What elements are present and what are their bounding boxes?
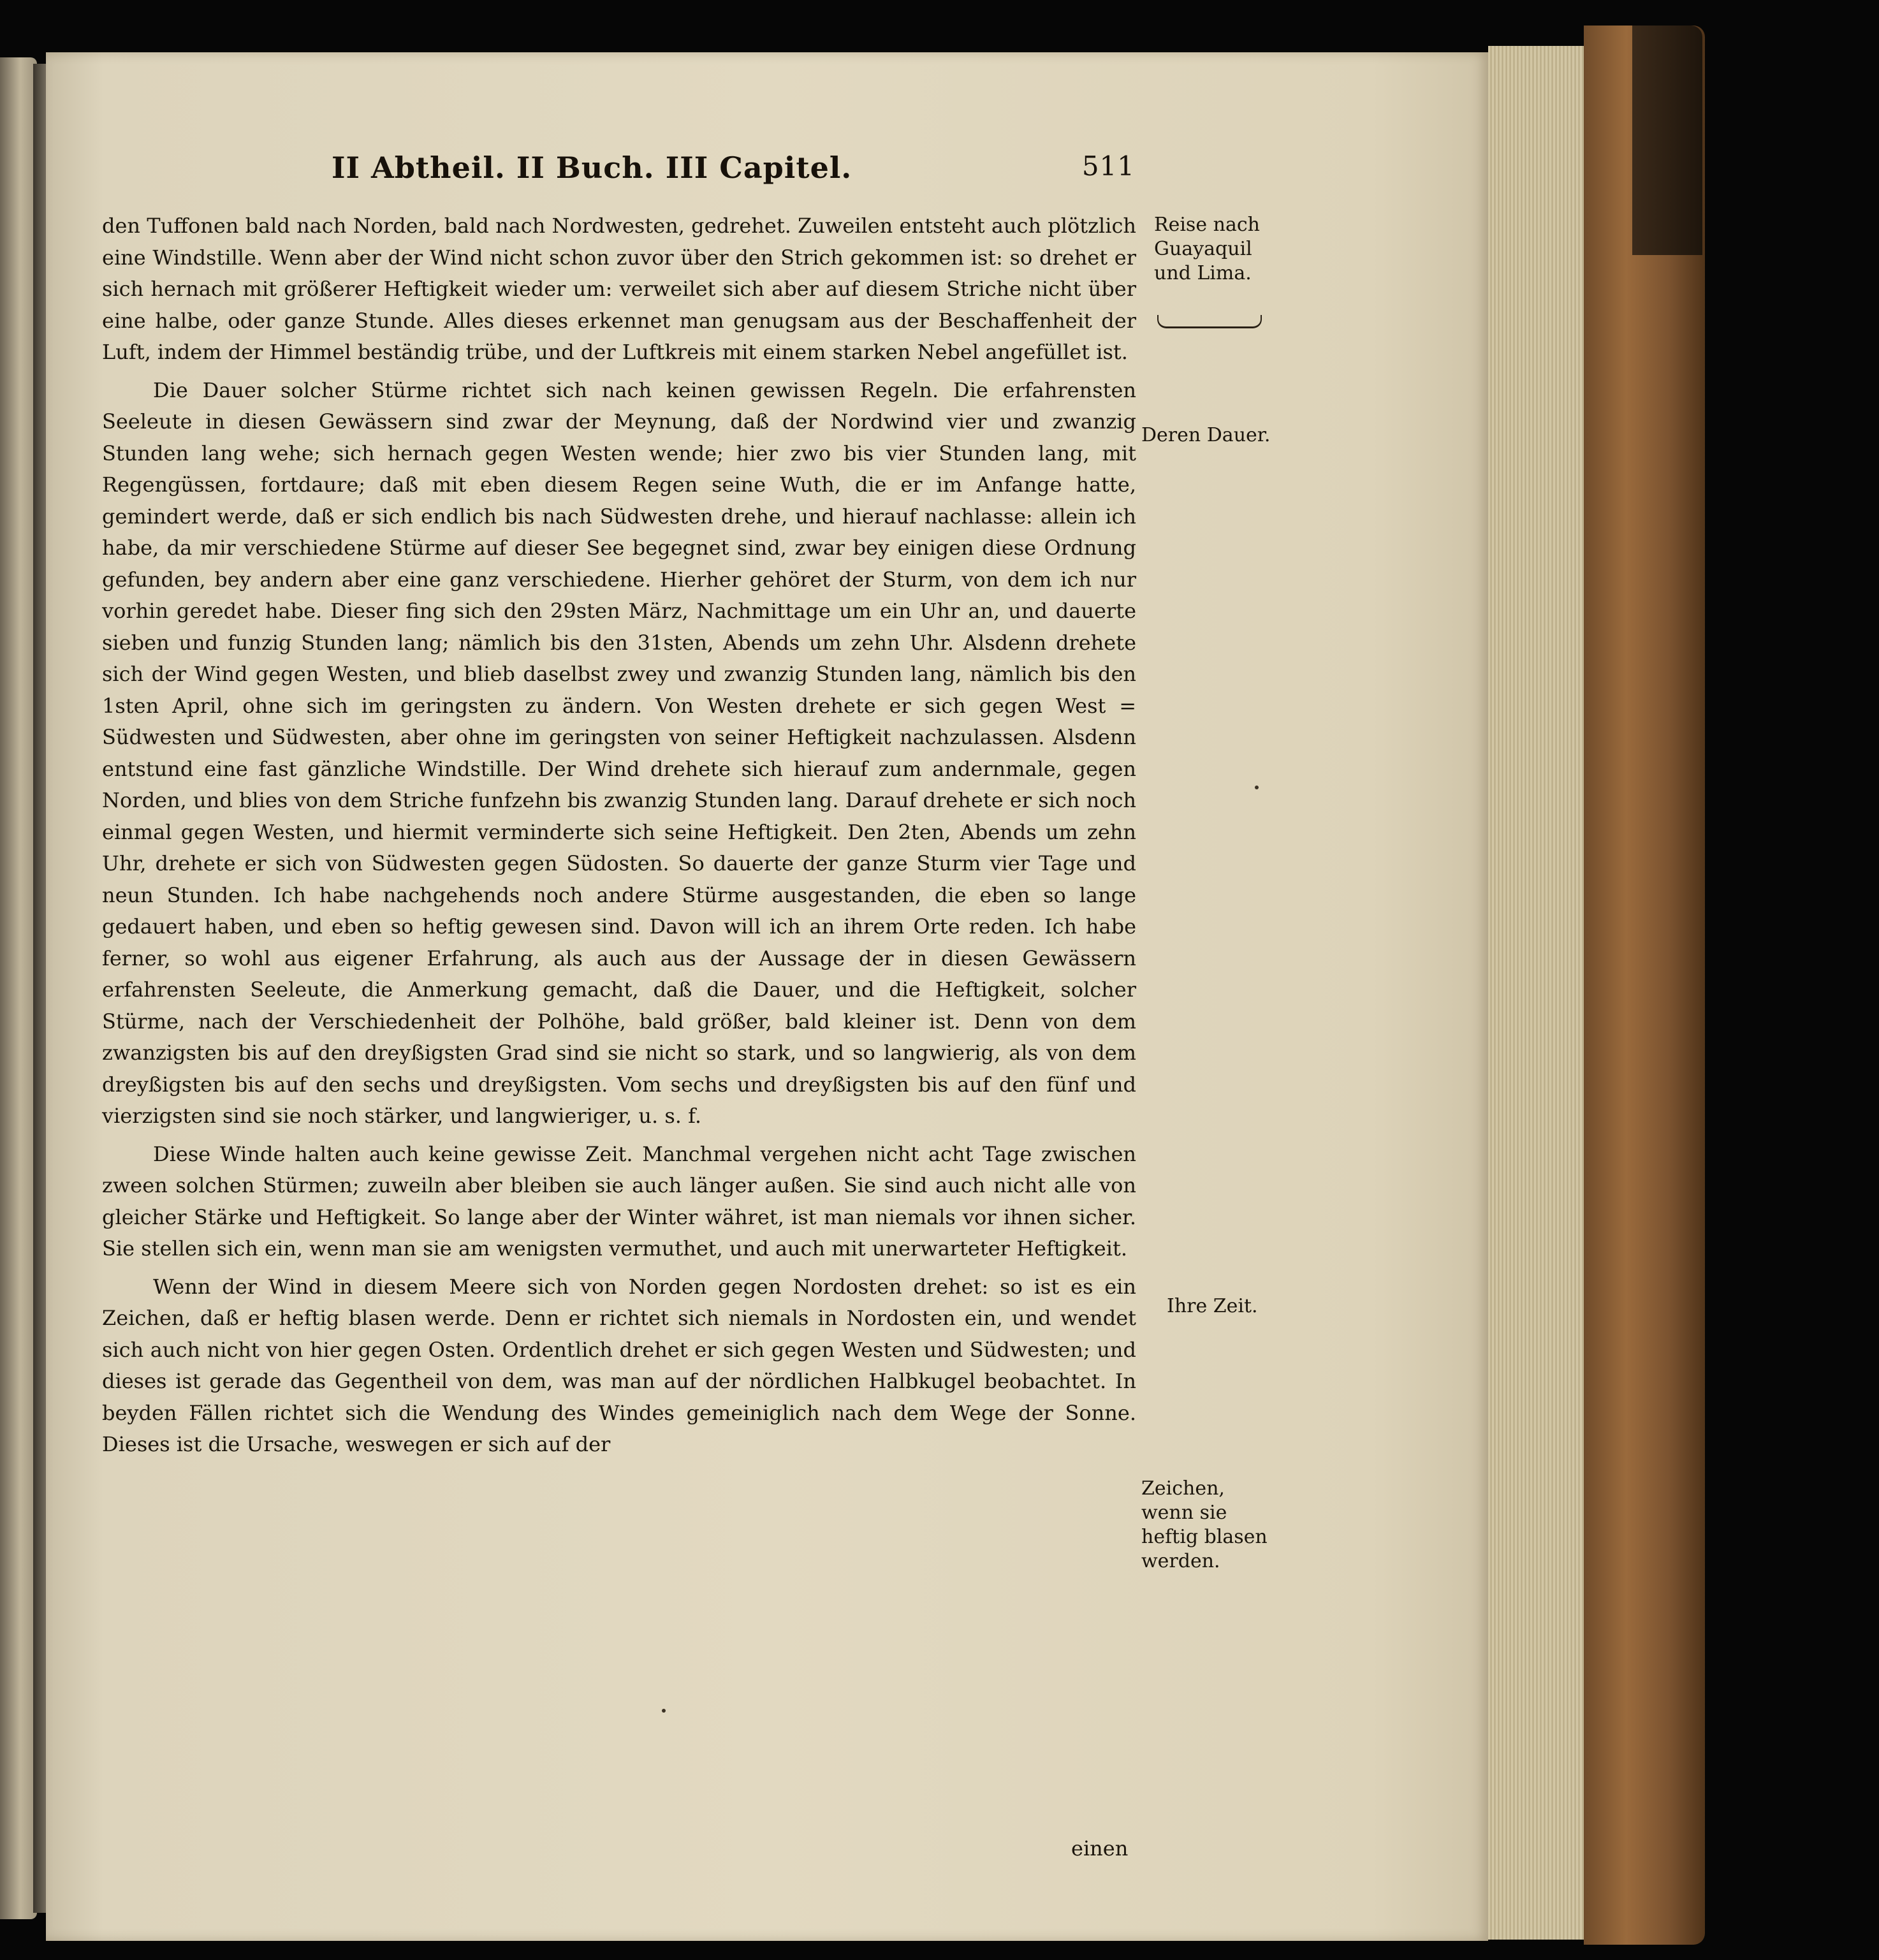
running-head-title: II Abtheil. II Buch. III Capitel.	[332, 150, 852, 185]
page-edges	[1488, 46, 1586, 1940]
paragraph: Wenn der Wind in diesem Meere sich von Norden gegen Nordosten drehet: so ist es ein Zeichen, daß er heftig blasen werde. Denn er richtet sich niemals in Nordosten ein, und wendet sich auch nicht von hier gegen Osten. Ordentlich drehet er sich gegen Westen und Südwesten; und dieses ist gerade das Gegentheil von dem, was man auf der nördlichen Halbkugel beobachtet. In beyden Fällen richtet sich die Wendung des Windes gemeiniglich nach dem Wege der Sonne. Dieses ist die Ursache, weswegen er sich auf der	[102, 1274, 1136, 1456]
marginal-brace	[1157, 315, 1262, 328]
ink-speck	[1255, 786, 1259, 789]
book-cover	[1584, 26, 1705, 1945]
left-page-edge	[0, 57, 37, 1919]
running-head	[332, 150, 1135, 185]
ink-speck	[662, 1709, 666, 1713]
catchword: einen	[1071, 1836, 1129, 1861]
paragraph: Diese Winde halten auch keine gewisse Zeit. Manchmal vergehen nicht acht Tage zwischen zween solchen Stürmen; zuweiln aber bleiben sie auch länger außen. Sie sind auch nicht alle von gleicher Stärke und Heftigkeit. So lange aber der Winter währet, ist man niemals vor ihnen sicher. Sie stellen sich ein, wenn man sie am wenigsten vermuthet, und auch mit unerwarteter Heftigkeit.	[102, 1141, 1136, 1261]
marginal-note: Deren Dauer.	[1141, 424, 1271, 446]
cover-shadow	[1632, 26, 1702, 255]
paragraph: den Tuffonen bald nach Norden, bald nach Nordwesten, gedrehet. Zuweilen entsteht auch plötzlich eine Windstille. Wenn aber der Wind nicht schon zuvor über den Strich gekommen ist: so drehet er sich hernach mit größerer Heftigkeit wieder um: verweilet sich aber auf diesem Striche nicht über eine halbe, oder ganze Stunde. Alles dieses erkennet man genugsam aus der Beschaffenheit der Luft, indem der Himmel beständig trübe, und der Luftkreis mit einem starken Nebel angefüllet ist.	[102, 214, 1136, 364]
body-text	[102, 210, 1136, 1467]
page-number: 511	[1081, 150, 1135, 182]
marginal-note: Ihre Zeit.	[1167, 1295, 1258, 1317]
paragraph: Die Dauer solcher Stürme richtet sich nach keinen gewissen Regeln. Die erfahrensten Seeleute in diesen Gewässern sind zwar der Meynung, daß der Nordwind vier und zwanzig Stunden lang wehe; sich hernach gegen Westen wende; hier zwo bis vier Stunden lang, mit Regengüssen, fortdaure; daß mit eben diesem Regen seine Wuth, die er im Anfange hatte, gemindert werde, daß er sich endlich bis nach Südwesten drehe, und hierauf nachlasse: allein ich habe, da mir verschiedene Stürme auf dieser See begegnet sind, zwar bey einigen diese Ordnung gefunden, bey andern aber eine ganz verschiedene. Hierher gehöret der Sturm, von dem ich nur vorhin geredet habe. Dieser fing sich den 29sten März, Nachmittage um ein Uhr an, und dauerte sieben und funzig Stunden lang; nämlich bis den 31sten, Abends um zehn Uhr. Alsdenn drehete sich der Wind gegen Westen, und blieb daselbst zwey und zwanzig Stunden lang, nämlich bis den 1sten April, ohne sich im geringsten zu ändern. Von Westen drehete er sich gegen West = Südwesten und Südwesten, aber ohne im geringsten von seiner Heftigkeit nachzulassen. Alsdenn entstund eine fast gänzliche Windstille. Der Wind drehete sich hierauf zum andernmale, gegen Norden, und blies von dem Striche funfzehn bis zwanzig Stunden lang. Darauf drehete er sich noch einmal gegen Westen, und hiermit verminderte sich seine Heftigkeit. Den 2ten, Abends um zehn Uhr, drehete er sich von Südwesten gegen Südosten. So dauerte der ganze Sturm vier Tage und neun Stunden. Ich habe nachgehends noch andere Stürme ausgestanden, die eben so lange gedauert haben, und eben so heftig gewesen sind. Davon will ich an ihrem Orte reden. Ich habe ferner, so wohl aus eigener Erfahrung, als auch aus der Aussage der in diesen Gewässern erfahrensten Seeleute, die Anmerkung gemacht, daß die Dauer, und die Heftigkeit, solcher Stürme, nach der Verschiedenheit der Polhöhe, bald größer, bald kleiner ist. Denn von dem zwanzigsten bis auf den dreyßigsten Grad sind sie nicht so stark, und so langwierig, als von dem dreyßigsten bis auf den sechs und dreyßigsten. Vom sechs und dreyßigsten bis auf den fünf und vierzigsten sind sie noch stärker, und langwieriger, u. s. f.	[102, 377, 1136, 1128]
marginal-note: Reise nach Guayaquil und Lima.	[1154, 214, 1260, 284]
marginal-note: Zeichen, wenn sie heftig blasen werden.	[1141, 1477, 1268, 1572]
